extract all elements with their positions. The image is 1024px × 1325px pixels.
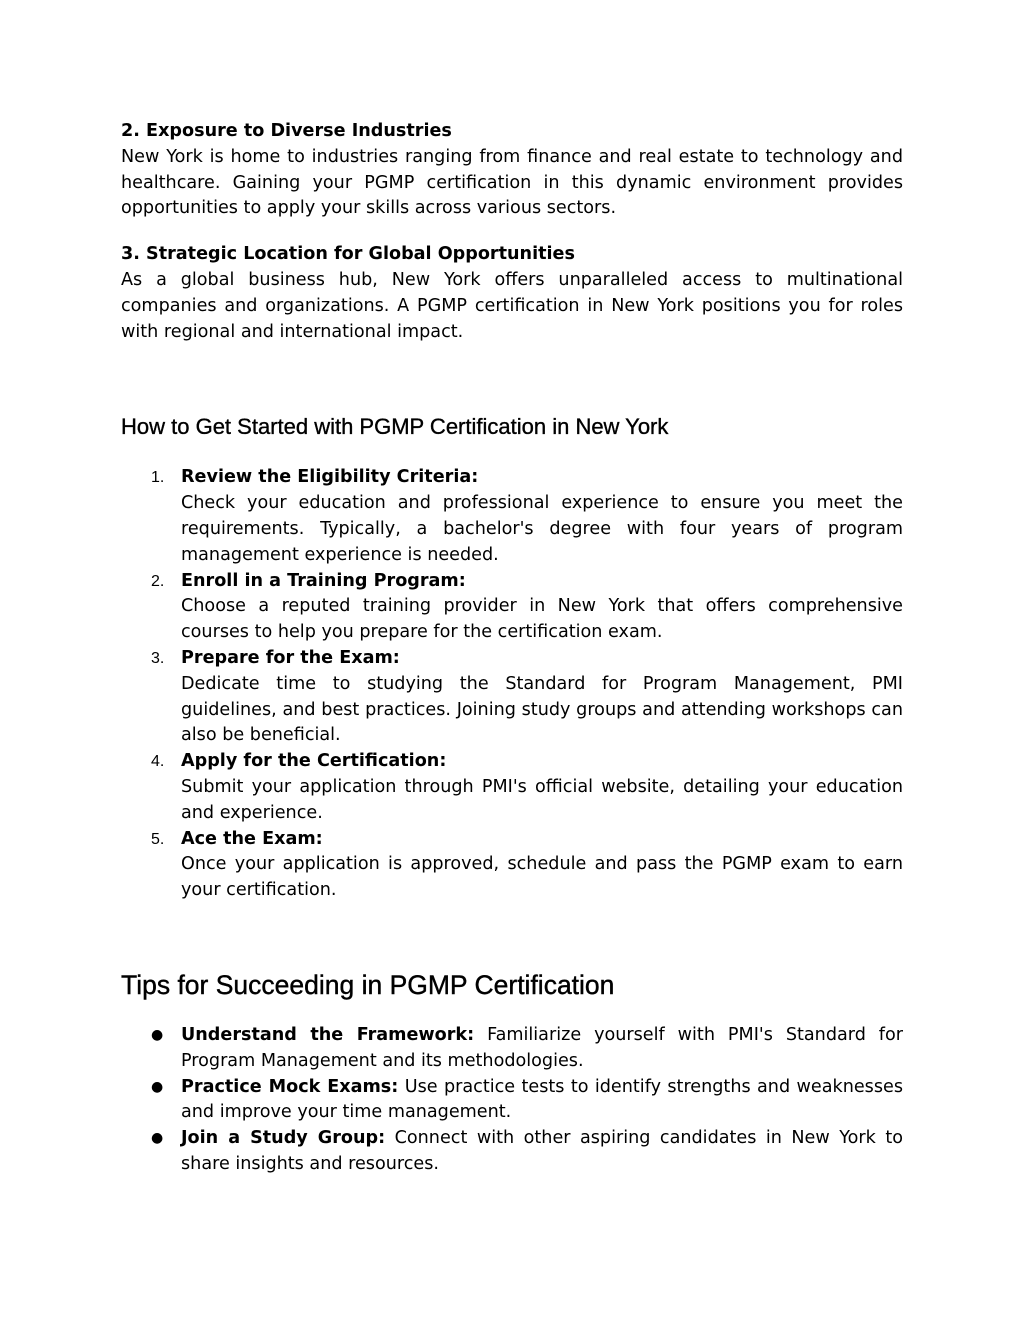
step-title: Prepare for the Exam: (181, 647, 400, 668)
step-title: Review the Eligibility Criteria: (181, 467, 479, 488)
tip-body: Familiarize yourself with PMI's Standard for Program Management and its methodologies. (181, 1024, 903, 1071)
tips-list (121, 1023, 903, 1178)
section-exposure-industries (121, 119, 903, 222)
list-item (121, 465, 903, 568)
list-item (121, 1126, 903, 1178)
list-item (121, 569, 903, 646)
list-number: 5. (151, 830, 165, 848)
list-number: 1. (151, 469, 165, 487)
list-item (121, 1023, 903, 1075)
tip-title: Practice Mock Exams: (181, 1076, 399, 1097)
section-strategic-location (121, 242, 903, 345)
getting-started-heading: How to Get Started with PGMP Certification in New York (121, 414, 669, 440)
section-heading: 3. Strategic Location for Global Opportunities (121, 244, 575, 265)
step-title: Enroll in a Training Program: (181, 570, 466, 591)
tip-title: Understand the Framework: (181, 1024, 475, 1045)
list-number: 2. (151, 572, 165, 590)
step-title: Apply for the Certification: (181, 751, 447, 772)
bullet-icon: ● (151, 1130, 164, 1147)
bullet-icon: ● (151, 1078, 164, 1095)
list-number: 4. (151, 753, 165, 771)
list-item (121, 827, 903, 904)
tip-body: Connect with other aspiring candidates in New York to share insights and resources. (181, 1128, 903, 1174)
bullet-icon: ● (151, 1026, 164, 1043)
list-item (121, 749, 903, 826)
step-body: Submit your application through PMI's official website, detailing your education and experience. (181, 776, 903, 823)
tip-body: Use practice tests to identify strengths and weaknesses and improve your time management. (181, 1076, 903, 1123)
step-title: Ace the Exam: (181, 828, 323, 849)
list-number: 3. (151, 649, 165, 667)
section-heading: 2. Exposure to Diverse Industries (121, 121, 452, 141)
step-body: Choose a reputed training provider in New York that offers comprehensive courses to help you prepare for the certification exam. (181, 596, 903, 643)
tip-title: Join a Study Group: (181, 1128, 386, 1149)
step-body: Once your application is approved, schedule and pass the PGMP exam to earn your certification. (181, 854, 903, 901)
tips-heading: Tips for Succeeding in PGMP Certification (121, 969, 615, 1000)
step-body: Check your education and professional experience to ensure you meet the requirements. Typically, a bachelor's degree with four years of program management experience is needed. (181, 493, 903, 565)
steps-list (121, 465, 903, 904)
section-body: As a global business hub, New York offers unparalleled access to multinational companies and organizations. A PGMP certification in New York positions you for roles with regional and international impact. (121, 269, 903, 342)
section-body: New York is home to industries ranging from finance and real estate to technology and healthcare. Gaining your PGMP certification in this dynamic environment provides opportunities to apply your skills across various sectors. (121, 146, 903, 219)
step-body: Dedicate time to studying the Standard for Program Management, PMI guidelines, and best practices. Joining study groups and attending workshops can also be beneficial. (181, 673, 903, 746)
list-item (121, 1075, 903, 1127)
document-page (121, 119, 903, 1178)
list-item (121, 646, 903, 749)
